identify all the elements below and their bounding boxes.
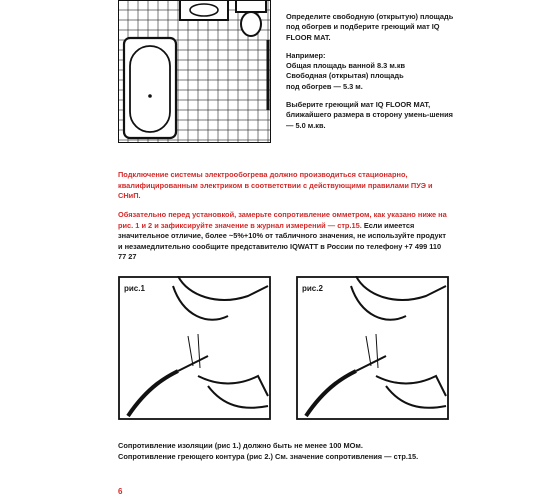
figure-1: [118, 276, 271, 420]
example-line: Общая площадь ванной 8.3 м.кв: [286, 61, 406, 71]
resistance-check-notice: [118, 210, 448, 263]
deviation-contact-note: Если имеется значительное отличие, более ~5%+10% от табличного значения, не используйте продукт и незамедлительно сообщите представителю IQWATT в России по телефону +7 499 110 77 27: [118, 220, 446, 261]
installation-warning: Подключение системы электрообогрева должно производиться стационарно, квалифицированным электриком в соответствии с действующими правилами ПУЭ и СНиП.: [118, 170, 433, 200]
page-number: 6: [118, 487, 123, 496]
hint-paragraph: Определите свободную (открытую) площадь под обогрев и подберите греющий мат IQ FLOOR MAT.: [286, 12, 454, 42]
hint-paragraph: Выберите греющий мат IQ FLOOR MAT, ближайшего размера в сторону умень-шения — 5.0 м.кв.: [286, 100, 453, 130]
heating-circuit-resistance-line: Сопротивление греющего контура (рис 2.) См. значение сопротивления — стр.15.: [118, 452, 419, 461]
area-selection-hint: [286, 12, 456, 139]
figure-2: [296, 276, 449, 420]
example-title: Например:: [286, 50, 326, 60]
ohmmeter-measurement-illustration: [118, 276, 271, 420]
example-line: Свободная (открытая) площадь: [286, 71, 404, 81]
figure-label: рис.1: [124, 284, 145, 293]
figure-label: рис.2: [302, 284, 323, 293]
insulation-resistance-line: Сопротивление изоляции (рис 1.) должно быть не менее 100 МОм.: [118, 441, 363, 450]
example-line: под обогрев — 5.3 м.: [286, 81, 363, 91]
resistance-requirements: [118, 440, 458, 462]
resistance-check-instruction: Обязательно перед установкой, замерьте сопротивление омметром, как указано ниже на рис. 1 и 2 и зафиксируйте значение в журнал измерений — стр.15.: [118, 210, 447, 230]
ohmmeter-measurement-illustration: [296, 276, 449, 420]
bathroom-floorplan-illustration: [118, 0, 271, 143]
